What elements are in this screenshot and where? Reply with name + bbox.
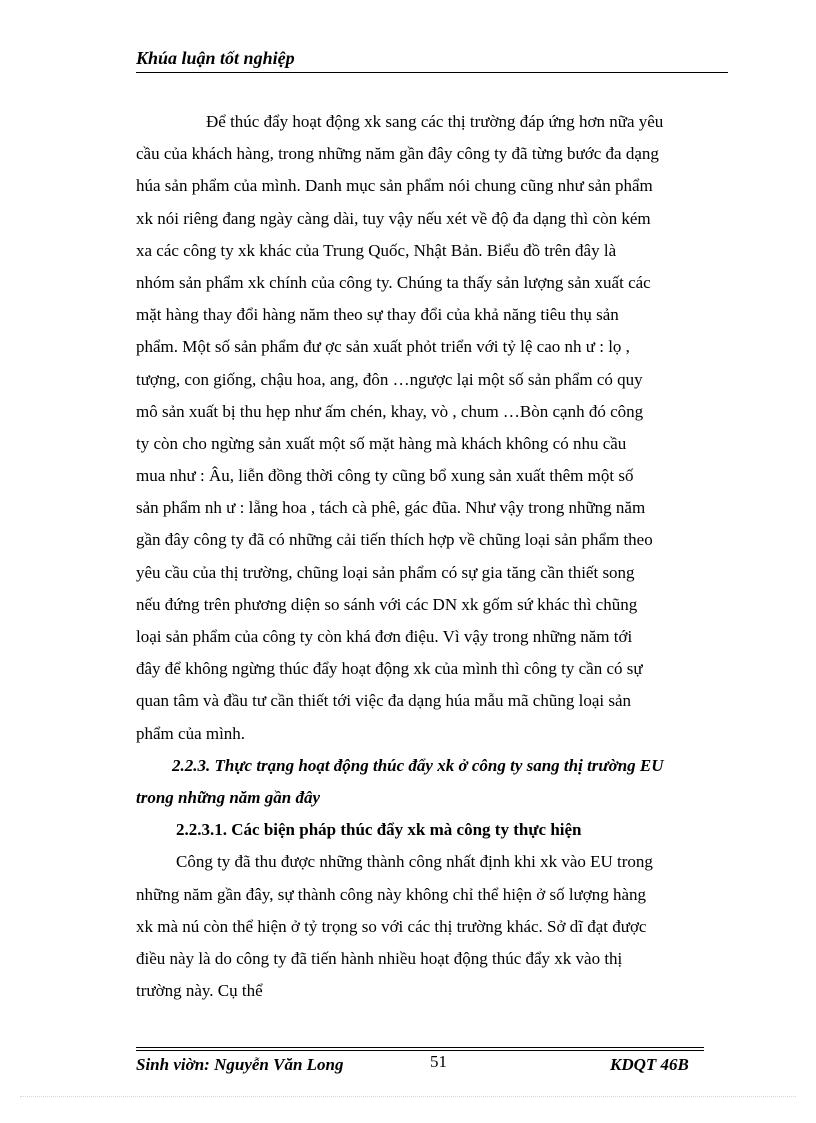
paragraph-2-line: xk mà nú còn thể hiện ở tỷ trọng so với các thị trường khác. Sở dĩ đạt được [136,916,647,936]
paragraph-1-line: gần đây công ty đã có những cải tiến thích hợp về chũng loại sản phẩm theo [136,530,653,550]
paragraph-1-line: loại sản phẩm của công ty còn khá đơn điệu. Vì vậy trong những năm tới [136,627,633,646]
section-heading-2-2-3: 2.2.3. Thực trạng hoạt động thúc đẩy xk ở công ty sang thị trường EU [172,755,664,775]
paragraph-1-line: mô sản xuất bị thu hẹp như ấm chén, khay, vò , chum …Bòn cạnh đó công [136,401,644,421]
paragraph-1-line: húa sản phẩm của mình. Danh mục sản phẩm nói chung cũng như sản phẩm [136,176,653,196]
section-heading-2-2-3-1: 2.2.3.1. Các biện pháp thúc đẩy xk mà công ty thực hiện [176,820,582,840]
running-header-title: Khúa luận tốt nghiệp [136,48,295,68]
page-edge-line [20,1096,796,1097]
paragraph-1-line: xa các công ty xk khác của Trung Quốc, Nhật Bản. Biểu đồ trên đây là [136,240,617,260]
paragraph-1-line: đây để không ngừng thúc đẩy hoạt động xk của mình thì công ty cần có sự [136,659,643,679]
paragraph-2-line: trường này. Cụ thể [136,981,263,1001]
paragraph-1-line: Để thúc đẩy hoạt động xk sang các thị trường đáp ứng hơn nữa yêu [206,112,664,131]
paragraph-1-line: tượng, con giống, chậu hoa, ang, đôn …ngược lại một số sản phẩm có quy [136,369,643,389]
paragraph-1-line: sản phẩm nh ư : lẵng hoa , tách cà phê, gác đũa. Như vậy trong những năm [136,498,646,518]
paragraph-1-line: mặt hàng thay đổi hàng năm theo sự thay đổi của khả năng tiêu thụ sản [136,305,619,325]
footer-author: Sinh viờn: Nguyễn Văn Long [136,1055,344,1074]
paragraph-1-line: ty còn cho ngừng sản xuất một số mặt hàng mà khách không có nhu cầu [136,433,627,453]
paragraph-1-line: phẩm. Một số sản phẩm đư ợc sản xuất phỏt triển với tỷ lệ cao nh ư : lọ , [136,337,630,357]
paragraph-2-line: những năm gần đây, sự thành công này không chỉ thể hiện ở số lượng hàng [136,884,647,904]
page-number: 51 [430,1052,447,1071]
paragraph-2-line: điều này là do công ty đã tiến hành nhiều hoạt động thúc đẩy xk vào thị [136,948,623,968]
paragraph-1-line: cầu của khách hàng, trong những năm gần đây công ty đã từng bước đa dạng [136,144,659,164]
footer-divider-top [136,1047,704,1048]
paragraph-1-line: xk nói riêng đang ngày càng dài, tuy vậy nếu xét về độ đa dạng thì còn kém [136,208,651,228]
paragraph-1-line: nhóm sản phẩm xk chính của công ty. Chúng ta thấy sản lượng sản xuất các [136,272,651,292]
footer-class-code: KDQT 46B [610,1055,689,1074]
section-heading-2-2-3-cont: trong những năm gần đây [136,787,321,807]
paragraph-1-line: nếu đứng trên phương diện so sánh với các DN xk gốm sứ khác thì chũng [136,594,638,614]
document-body [136,106,728,1007]
paragraph-2-line: Công ty đã thu được những thành công nhất định khi xk vào EU trong [176,852,653,872]
paragraph-1-line: phẩm của mình. [136,723,246,743]
paragraph-1-line: quan tâm và đầu tư cần thiết tới việc đa dạng húa mẫu mã chũng loại sản [136,691,631,711]
paragraph-1-line: mua như : Âu, liễn đồng thời công ty cũng bổ xung sản xuất thêm một số [136,466,634,486]
footer-divider-bottom [136,1050,704,1051]
paragraph-1-line: yêu cầu của thị trường, chũng loại sản phẩm có sự gia tăng cần thiết song [136,562,635,582]
header-divider [136,72,728,73]
